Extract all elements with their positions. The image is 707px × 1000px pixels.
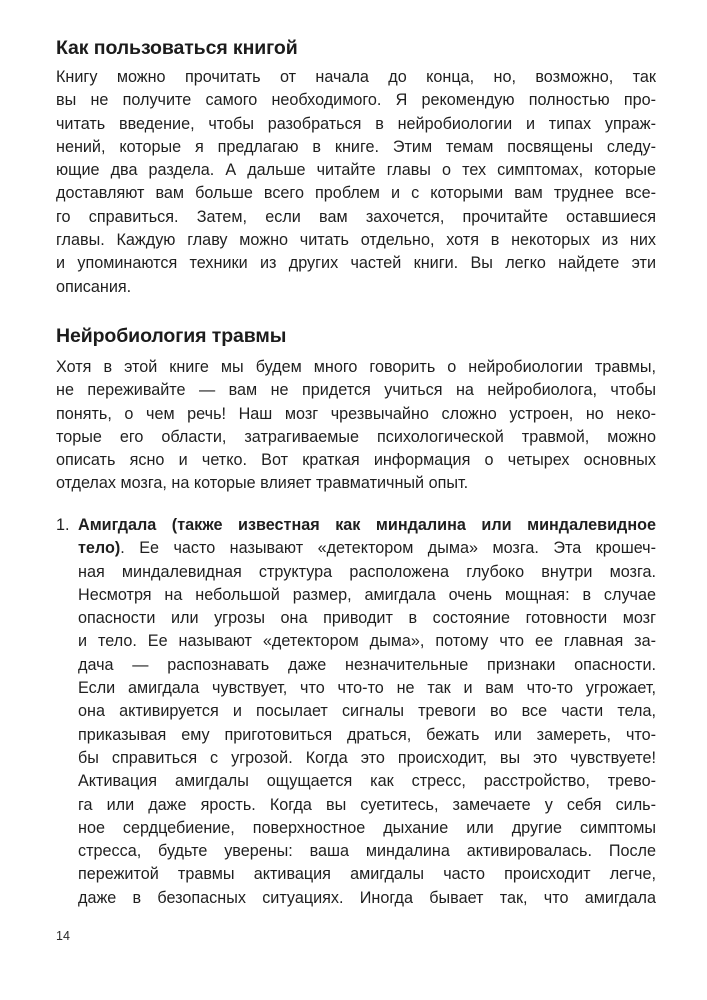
list-item-line xyxy=(78,537,656,560)
paragraph-line: доставляют вам больше всего проблем и с которыми вам труднее все- xyxy=(56,184,656,203)
list-item-text: . Ее часто называют «детектором дыма» мозга. Эта крошеч- xyxy=(120,539,656,558)
section-heading-neurobiology: Нейробиология травмы xyxy=(56,325,287,347)
list-item-term-end: тело) xyxy=(78,539,121,558)
paragraph-line: описать ясно и четко. Вот краткая информация о четырех основных xyxy=(56,451,656,470)
list-item-line: Несмотря на небольшой размер, амигдала очень мощная: в случае xyxy=(78,585,656,604)
page-number: 14 xyxy=(56,929,70,943)
paragraph-line: Книгу можно прочитать от начала до конца, но, возможно, так xyxy=(56,68,656,86)
list-item-line: ное сердцебиение, поверхностное дыхание или другие симптомы xyxy=(78,818,656,837)
list-item-line: дача — распознавать даже незначительные признаки опасности. xyxy=(78,655,656,674)
list-item-line: стресса, будьте уверены: ваша миндалина активировалась. После xyxy=(78,842,656,861)
list-item-line: Если амигдала чувствует, что что-то не так и вам что-то угрожает, xyxy=(78,679,656,698)
paragraph-line: вы не получите самого необходимого. Я рекомендую полностью про- xyxy=(56,91,656,110)
paragraph-line: го справиться. Затем, если вам захочется, прочитайте оставшиеся xyxy=(56,207,656,226)
section-neurobiology-paragraph xyxy=(56,356,656,496)
paragraph-line: ющие два раздела. А дальше читайте главы о тех симптомах, которые xyxy=(56,161,656,180)
paragraph-line: не переживайте — вам не придется учиться на нейробиолога, чтобы xyxy=(56,381,656,400)
list-item-line: Активация амигдалы ощущается как стресс, расстройство, трево- xyxy=(78,772,656,791)
paragraph-line: главы. Каждую главу можно читать отдельно, хотя в некоторых из них xyxy=(56,231,656,250)
list-item-amygdala xyxy=(78,514,656,910)
list-item-marker: 1. xyxy=(56,516,70,534)
list-item-line xyxy=(78,514,656,537)
list-item-line: га или даже ярость. Когда вы суетитесь, замечаете у себя силь- xyxy=(78,795,656,814)
list-item-line: и тело. Ее называют «детектором дыма», потому что ее главная за- xyxy=(78,632,656,651)
paragraph-line: читать введение, чтобы разобраться в нейробиологии и типах упраж- xyxy=(56,114,656,133)
list-item-line: бы справиться с угрозой. Когда это происходит, вы это чувствуете! xyxy=(78,748,656,767)
paragraph-line: и упоминаются техники из других частей книги. Вы легко найдете эти xyxy=(56,254,656,273)
list-item-line: она активируется и посылает сигналы тревоги во все части тела, xyxy=(78,702,656,721)
list-item-line: пережитой травмы активация амигдалы часто происходит легче, xyxy=(78,865,656,884)
paragraph-line: нений, которые я предлагаю в книге. Этим темам посвящены следу- xyxy=(56,137,656,156)
paragraph-line: описания. xyxy=(56,277,132,296)
list-item-line: даже в безопасных ситуациях. Иногда бывает так, что амигдала xyxy=(78,888,656,907)
list-item-line: опасности или угрозы она приводит в состояние готовности мозг xyxy=(78,609,656,628)
list-item-term: Амигдала (также известная как миндалина или миндалевидное xyxy=(78,516,656,534)
list-item-line: ная миндалевидная структура расположена глубоко внутри мозга. xyxy=(78,562,656,581)
section-how-to-use-paragraph xyxy=(56,66,656,299)
paragraph-line: понять, о чем речь! Наш мозг чрезвычайно сложно устроен, но неко- xyxy=(56,404,656,423)
paragraph-line: Хотя в этой книге мы будем много говорить о нейробиологии травмы, xyxy=(56,358,656,376)
list-item-line: приказывая ему приготовиться драться, бежать или замереть, что- xyxy=(78,725,656,744)
paragraph-line: торые его области, затрагиваемые психологической травмой, можно xyxy=(56,427,656,446)
paragraph-line: отделах мозга, на которые влияет травматичный опыт. xyxy=(56,474,469,493)
section-heading-how-to-use: Как пользоваться книгой xyxy=(56,37,298,59)
